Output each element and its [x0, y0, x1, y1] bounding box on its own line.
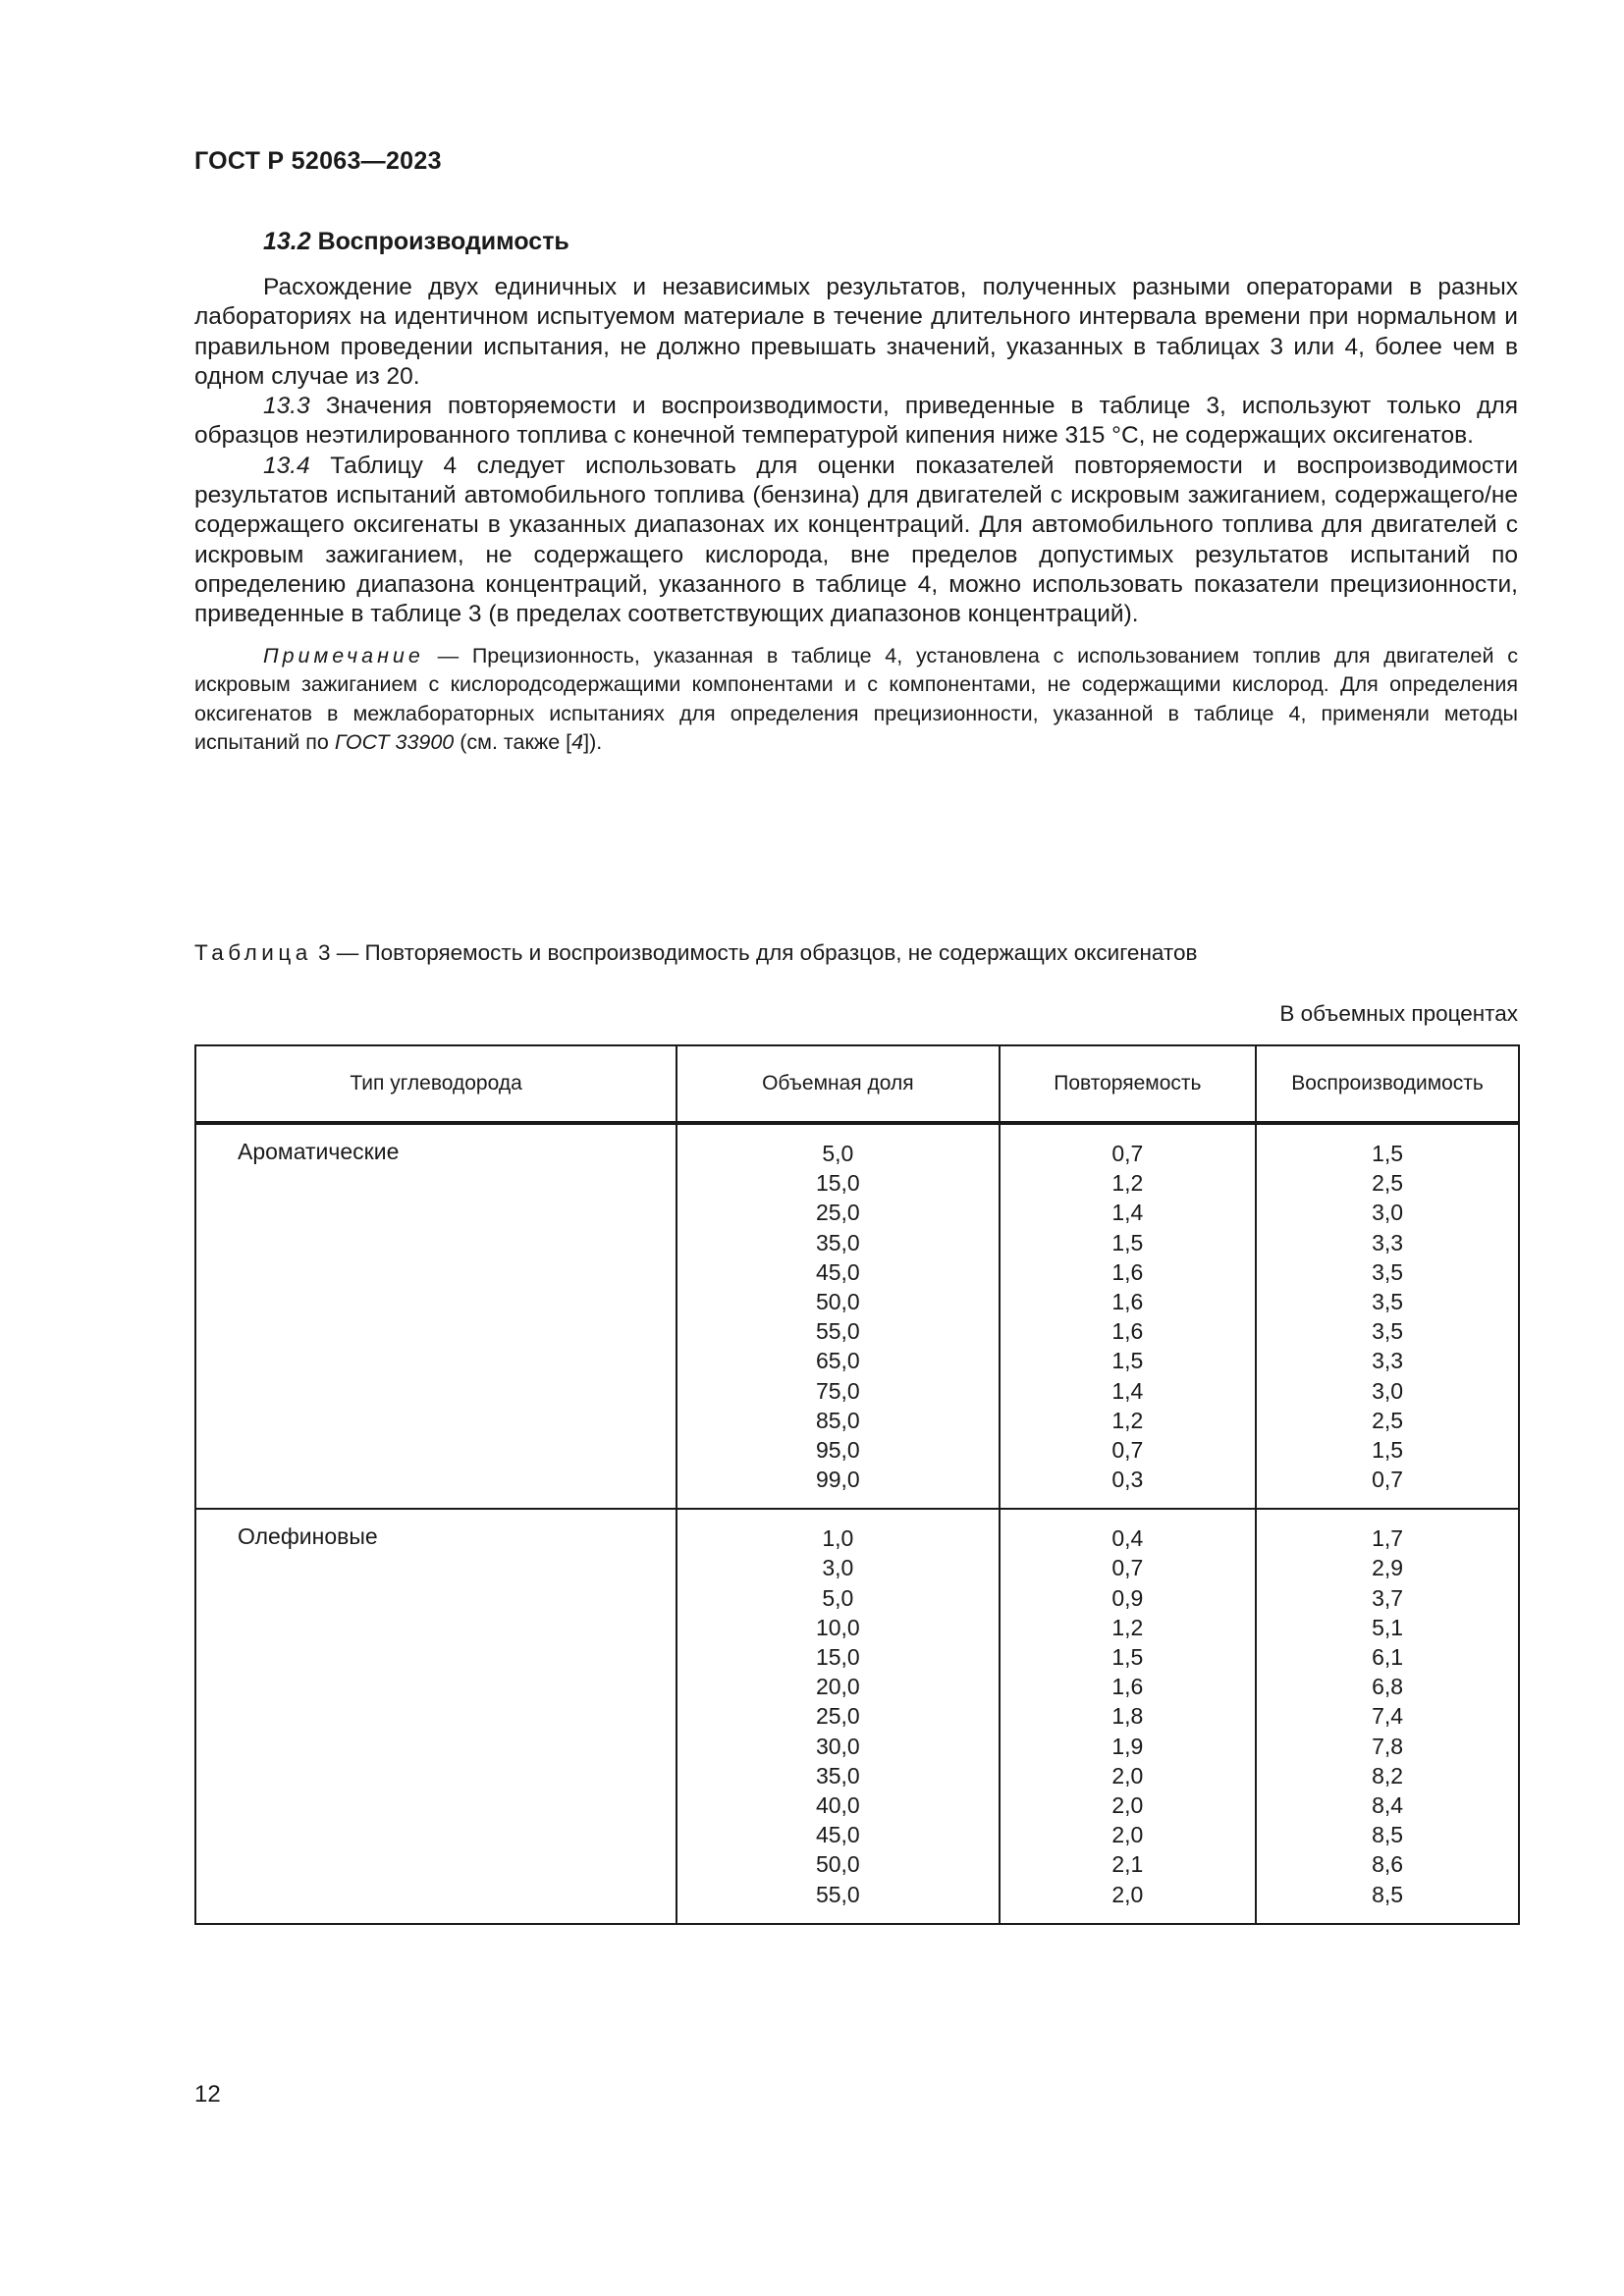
- reproducibility-value: 2,5: [1372, 1170, 1404, 1197]
- reproducibility-value: 8,4: [1372, 1791, 1404, 1818]
- reproducibility-value: 3,5: [1372, 1318, 1404, 1345]
- reproducibility-value: 3,3: [1372, 1229, 1404, 1255]
- hydrocarbon-type-cell: Олефиновые: [195, 1509, 677, 1923]
- reproducibility-value: 6,1: [1372, 1644, 1404, 1670]
- paragraph-13-3-text: Значения повторяемости и воспроизводимости, приведенные в таблице 3, используют только для образцов неэтилированного топлива с конечной температурой кипения ниже 315 °C, не содержащих оксигенатов.: [194, 393, 1518, 450]
- reproducibility-value: 3,3: [1372, 1348, 1404, 1374]
- volume-value: 55,0: [815, 1881, 860, 1907]
- table-caption: [194, 940, 1197, 966]
- volume-value: 45,0: [815, 1258, 860, 1285]
- paragraph-13-4-text: Таблицу 4 следует использовать для оценки показателей повторяемости и воспроизводимости результатов испытаний автомобильного топлива (бензина) для двигателей с искровым зажиганием, содержащего/не содержащего оксигенаты в указанных диапазонах их концентраций. Для автомобильного топлива для двигателей с искровым зажиганием, не содержащего кислорода, вне пределов допустимых результатов испытаний по определению диапазона концентраций, указанного в таблице 4, можно использовать показатели прецизионности, приведенные в таблице 3 (в пределах соответствующих диапазонов концентраций).: [194, 452, 1519, 628]
- repeatability-value: 1,5: [1111, 1348, 1144, 1374]
- reproducibility-value: 6,8: [1372, 1674, 1404, 1700]
- reproducibility-value: 8,2: [1372, 1762, 1404, 1789]
- reproducibility-value: 8,6: [1372, 1851, 1404, 1878]
- table-caption-text: 3 — Повторяемость и воспроизводимость для образцов, не содержащих оксигенатов: [311, 940, 1198, 965]
- reproducibility-value: 3,0: [1372, 1377, 1404, 1404]
- note: [194, 642, 1518, 758]
- volume-cell: [677, 1123, 999, 1509]
- repeatability-value: 0,4: [1111, 1525, 1144, 1552]
- repeatability-value: 1,6: [1111, 1288, 1144, 1314]
- note-text-c: ]).: [583, 730, 603, 755]
- volume-value: 35,0: [815, 1229, 860, 1255]
- note-text-a: — Прецизионность, указанная в таблице 4, установлена с использованием топлив для двигателей с искровым зажиганием с кислородсодержащими компонентами и с компонентами, не содержащими кислород. Для определения оксигенатов в межлабораторных испытаниях для определения прецизионности, указанной в таблице 4, применяли методы испытаний по: [194, 643, 1518, 755]
- volume-value: 35,0: [815, 1762, 860, 1789]
- note-text-b: (см. также [: [454, 730, 572, 755]
- paragraph-reproducibility: Расхождение двух единичных и независимых результатов, полученных разными операторами в разных лабораториях на идентичном испытуемом материале в течение длительного интервала времени при нормальном и правильном проведении испытания, не должно превышать значений, указанных в таблицах 3 или 4, более чем в одном случае из 20.: [194, 274, 1518, 390]
- note-label: Примечание: [263, 643, 424, 667]
- repeatability-value: 1,9: [1111, 1733, 1144, 1759]
- reproducibility-cell: [1256, 1123, 1519, 1509]
- volume-value: 85,0: [815, 1407, 860, 1433]
- hydrocarbon-type-cell: Ароматические: [195, 1123, 677, 1509]
- volume-value: 25,0: [815, 1200, 860, 1226]
- repeatability-value: 1,2: [1111, 1407, 1144, 1433]
- repeatability-value: 1,2: [1111, 1614, 1144, 1640]
- repeatability-value: 1,5: [1111, 1644, 1144, 1670]
- reproducibility-cell: [1256, 1509, 1519, 1923]
- document-header: ГОСТ Р 52063—2023: [194, 147, 442, 175]
- header-hydrocarbon-type: Тип углеводорода: [195, 1045, 677, 1123]
- reproducibility-value: 8,5: [1372, 1881, 1404, 1907]
- reproducibility-value: 8,5: [1372, 1822, 1404, 1848]
- repeatability-value: 1,8: [1111, 1703, 1144, 1730]
- volume-value: 99,0: [815, 1467, 860, 1493]
- header-volume-fraction: Объемная доля: [677, 1045, 999, 1123]
- reproducibility-value: 3,7: [1372, 1584, 1404, 1611]
- volume-value: 30,0: [815, 1733, 860, 1759]
- page-number: 12: [194, 2081, 221, 2108]
- table-caption-label: Таблица: [194, 940, 312, 965]
- volume-value: 50,0: [815, 1288, 860, 1314]
- note-reference: ГОСТ 33900: [334, 730, 455, 755]
- reproducibility-value: 2,5: [1372, 1407, 1404, 1433]
- reproducibility-value: 2,9: [1372, 1555, 1404, 1581]
- reproducibility-value: 1,7: [1372, 1525, 1404, 1552]
- repeatability-cell: [1000, 1509, 1257, 1923]
- volume-value: 5,0: [822, 1141, 854, 1166]
- volume-value: 95,0: [815, 1436, 860, 1463]
- repeatability-value: 2,1: [1111, 1851, 1144, 1878]
- section-title: [263, 228, 569, 256]
- reproducibility-value: 1,5: [1372, 1436, 1404, 1463]
- volume-value: 1,0: [822, 1525, 854, 1552]
- repeatability-value: 2,0: [1111, 1762, 1144, 1789]
- volume-cell: [677, 1509, 999, 1923]
- precision-table: [194, 1044, 1520, 1925]
- paragraph-13-4-number: 13.4: [263, 452, 310, 479]
- paragraph-13-3: [194, 392, 1518, 452]
- repeatability-value: 1,5: [1111, 1229, 1144, 1255]
- repeatability-value: 0,3: [1111, 1467, 1144, 1493]
- volume-value: 15,0: [815, 1644, 860, 1670]
- volume-value: 50,0: [815, 1851, 860, 1878]
- repeatability-value: 1,4: [1111, 1200, 1144, 1226]
- section-title-text: Воспроизводимость: [317, 228, 569, 255]
- repeatability-value: 0,7: [1111, 1555, 1144, 1581]
- paragraph-13-3-number: 13.3: [263, 393, 310, 420]
- repeatability-value: 0,9: [1111, 1584, 1144, 1611]
- reproducibility-value: 1,5: [1372, 1141, 1404, 1166]
- repeatability-value: 1,6: [1111, 1674, 1144, 1700]
- paragraph-13-4: [194, 452, 1518, 630]
- section-number: 13.2: [263, 228, 311, 255]
- reproducibility-value: 3,5: [1372, 1258, 1404, 1285]
- repeatability-value: 0,7: [1111, 1141, 1144, 1166]
- header-reproducibility: Воспроизводимость: [1256, 1045, 1519, 1123]
- repeatability-cell: [1000, 1123, 1257, 1509]
- note-reference-number: 4: [571, 730, 584, 755]
- header-repeatability: Повторяемость: [1000, 1045, 1257, 1123]
- repeatability-value: 2,0: [1111, 1822, 1144, 1848]
- volume-value: 55,0: [815, 1318, 860, 1345]
- repeatability-value: 0,7: [1111, 1436, 1144, 1463]
- body-text: [194, 273, 1518, 758]
- table-row-aromatic: [195, 1123, 1519, 1509]
- repeatability-value: 1,2: [1111, 1170, 1144, 1197]
- reproducibility-value: 3,0: [1372, 1200, 1404, 1226]
- repeatability-value: 1,4: [1111, 1377, 1144, 1404]
- reproducibility-value: 5,1: [1372, 1614, 1404, 1640]
- volume-value: 20,0: [815, 1674, 860, 1700]
- reproducibility-value: 3,5: [1372, 1288, 1404, 1314]
- volume-value: 5,0: [822, 1584, 854, 1611]
- repeatability-value: 2,0: [1111, 1791, 1144, 1818]
- volume-value: 45,0: [815, 1822, 860, 1848]
- table-units: В объемных процентах: [1279, 1001, 1518, 1026]
- reproducibility-value: 7,8: [1372, 1733, 1404, 1759]
- volume-value: 15,0: [815, 1170, 860, 1197]
- volume-value: 40,0: [815, 1791, 860, 1818]
- table-row-olefinic: [195, 1509, 1519, 1923]
- reproducibility-value: 7,4: [1372, 1703, 1404, 1730]
- repeatability-value: 1,6: [1111, 1258, 1144, 1285]
- repeatability-value: 1,6: [1111, 1318, 1144, 1345]
- volume-value: 75,0: [815, 1377, 860, 1404]
- volume-value: 65,0: [815, 1348, 860, 1374]
- volume-value: 25,0: [815, 1703, 860, 1730]
- table-header-row: [195, 1045, 1519, 1123]
- volume-value: 3,0: [822, 1555, 854, 1581]
- volume-value: 10,0: [815, 1614, 860, 1640]
- reproducibility-value: 0,7: [1372, 1467, 1404, 1493]
- repeatability-value: 2,0: [1111, 1881, 1144, 1907]
